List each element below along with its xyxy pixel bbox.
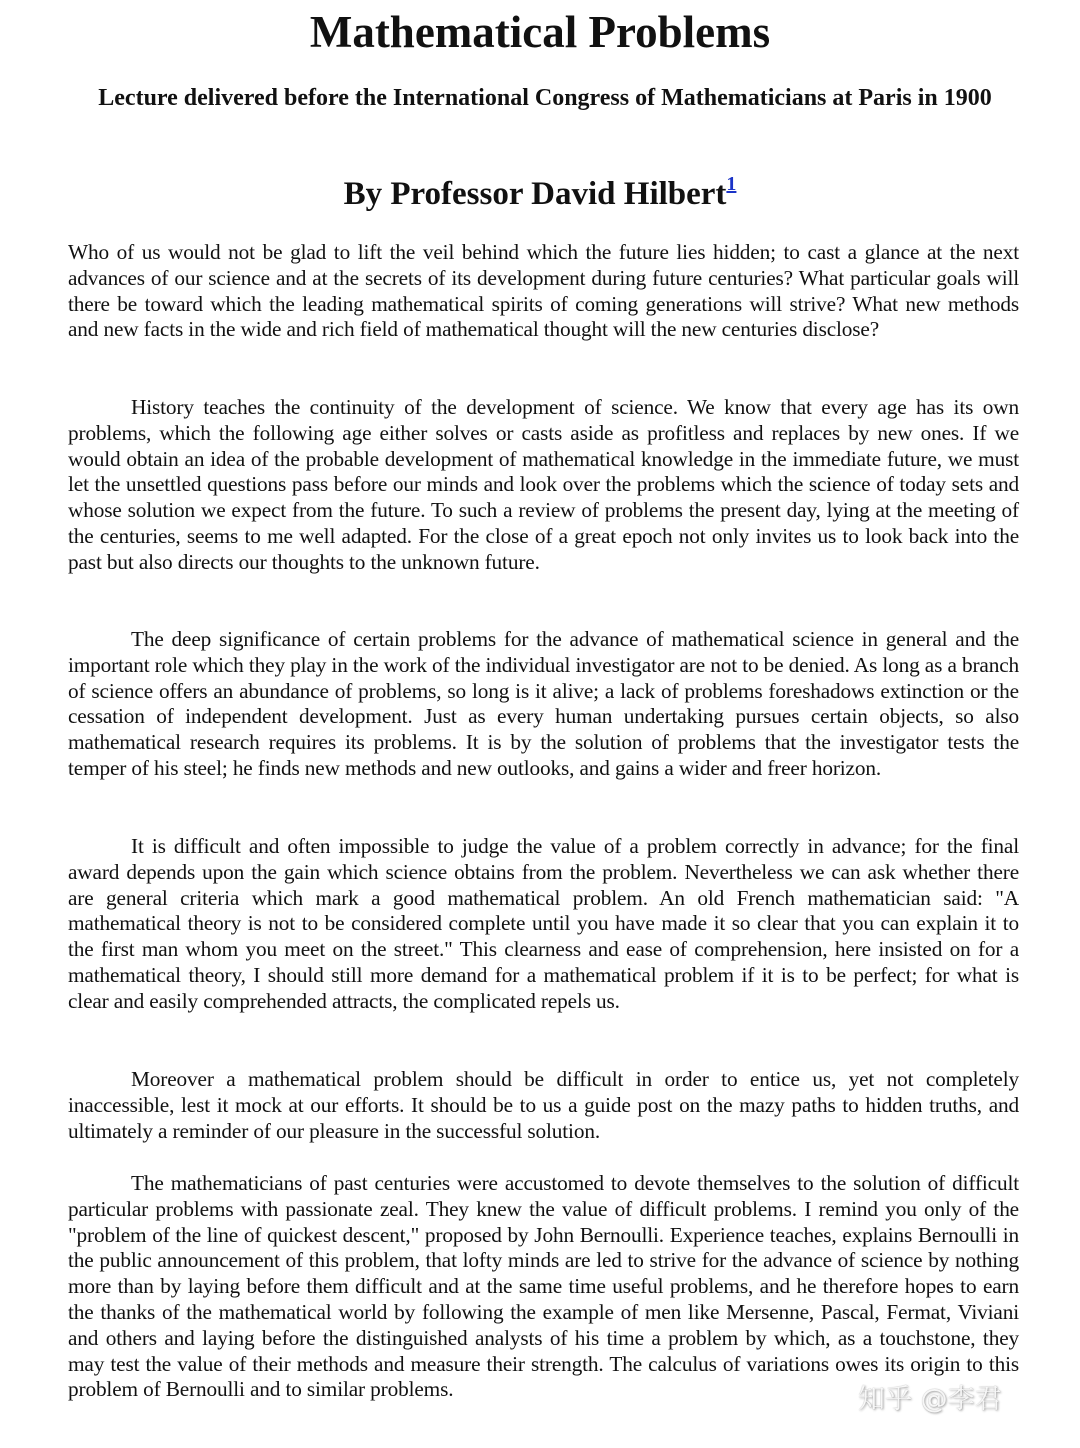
paragraph-difficulty: Moreover a mathematical problem should be difficult in order to entice us, yet not completely inaccessible, lest it mock at our efforts. It should be to us a guide post on the mazy paths to hidden truths, and ultimately a reminder of our pleasure in the successful solution.	[68, 1067, 1019, 1143]
paragraph-history: History teaches the continuity of the development of science. We know that every age has its own problems, which the following age either solves or casts aside as profitless and replaces by new ones. If we would obtain an idea of the probable development of mathematical knowledge in the immediate future, we must let the unsettled questions pass before our minds and look over the problems which the science of today sets and whose solution we expect from the future. To such a review of problems the present day, lying at the meeting of the centuries, seems to me well adapted. For the close of a great epoch not only invites us to look back into the past but also directs our thoughts to the unknown future.	[68, 395, 1019, 574]
paragraph-opening: Who of us would not be glad to lift the veil behind which the future lies hidden; to cast a glance at the next advances of our science and at the secrets of its development during future centuries? What particular goals will there be toward which the leading mathematical spirits of coming generations will strive? What new methods and new facts in the wide and rich field of mathematical thought will the new centuries disclose?	[68, 240, 1019, 342]
document-title: Mathematical Problems	[309, 7, 771, 57]
footnote-link[interactable]: 1	[726, 173, 737, 195]
author-name: By Professor David Hilbert	[343, 176, 727, 212]
paragraph-significance: The deep significance of certain problems for the advance of mathematical science in general and the important role which they play in the work of the individual investigator are not to be denied. As long as a branch of science offers an abundance of problems, so long is it alive; a lack of problems foreshadows extinction or the cessation of independent development. Just as every human undertaking pursues certain objects, so also mathematical research requires its problems. It is by the solution of problems that the investigator tests the temper of his steel; he finds new methods and new outlooks, and gains a wider and freer horizon.	[68, 627, 1019, 780]
footnote-reference[interactable]	[726, 173, 736, 195]
source-watermark: 知乎 @李君	[858, 1384, 1002, 1415]
paragraph-value-criteria: It is difficult and often impossible to judge the value of a problem correctly in advance; for the final award depends upon the gain which science obtains from the problem. Nevertheless we can ask whether there are general criteria which mark a good mathematical problem. An old French mathematician said: "A mathematical theory is not to be considered complete until you have made it so clear that you can explain it to the first man whom you meet on the street." This clearness and ease of comprehension, here insisted on for a mathematical theory, I should still more demand for a mathematical problem if it is to be perfect; for what is clear and easily comprehended attracts, the complicated repels us.	[68, 834, 1019, 1013]
paragraph-bernoulli: The mathematicians of past centuries were accustomed to devote themselves to the solution of difficult particular problems with passionate zeal. They knew the value of difficult problems. I remind you only of the "problem of the line of quickest descent," proposed by John Bernoulli. Experience teaches, explains Bernoulli in the public announcement of this problem, that lofty minds are led to strive for the advance of science by nothing more than by laying before them difficult and at the same time useful problems, and he therefore hopes to earn the thanks of the mathematical world by following the example of men like Mersenne, Pascal, Fermat, Viviani and others and laying before the distinguished analysts of his time a problem by which, as a touchstone, they may test the value of their methods and measure their strength. The calculus of variations owes its origin to this problem of Bernoulli and to similar problems.	[68, 1171, 1019, 1402]
lecture-subtitle: Lecture delivered before the International Congress of Mathematicians at Paris in 1900	[98, 85, 992, 111]
author-byline	[0, 172, 1080, 216]
